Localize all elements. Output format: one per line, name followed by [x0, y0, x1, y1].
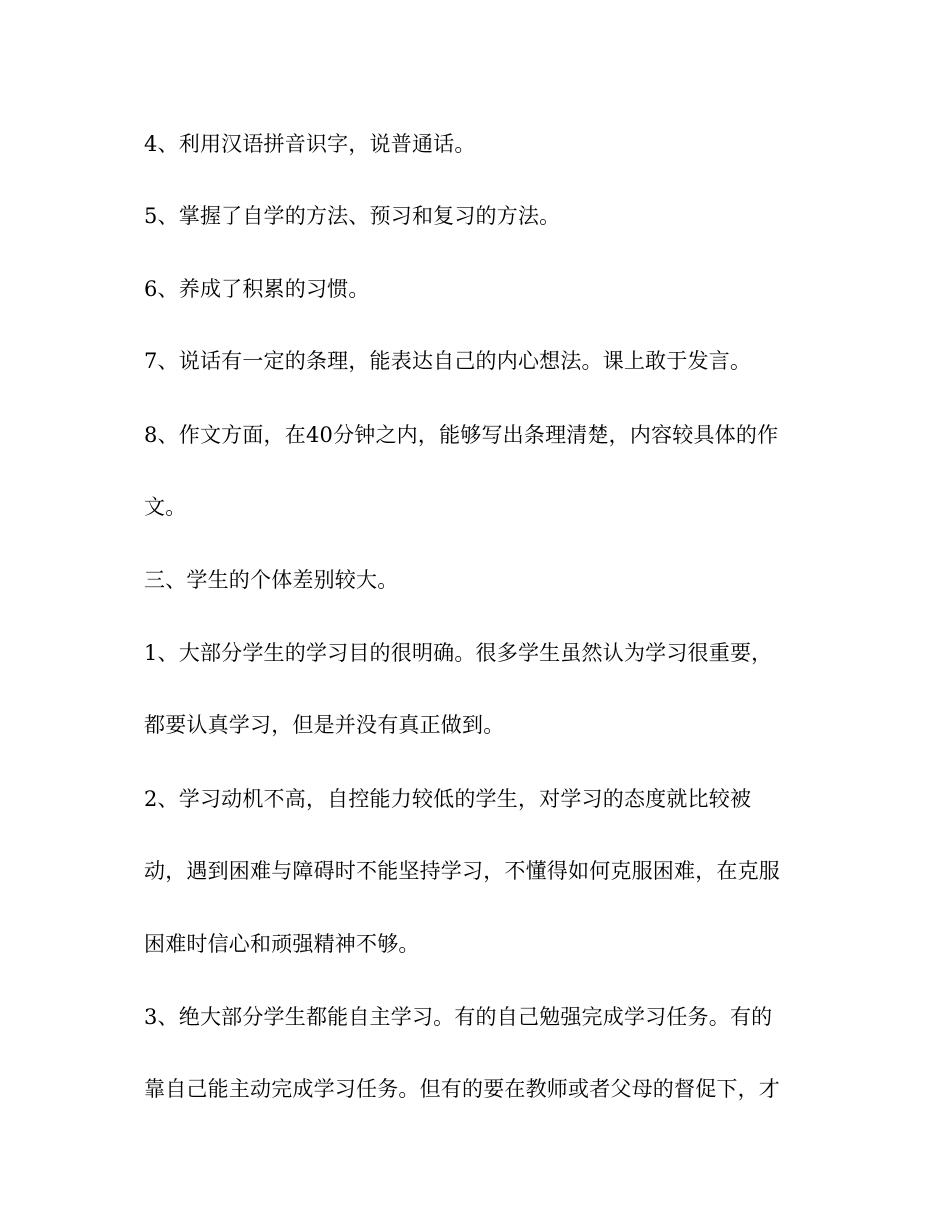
paragraph-line: 8、作文方面，在40分钟之内，能够写出条理清楚，内容较具体的作 — [144, 423, 779, 447]
paragraph-line: 文。 — [144, 495, 187, 519]
paragraph-line: 2、学习动机不高，自控能力较低的学生，对学习的态度就比较被 — [144, 787, 752, 811]
paragraph-line: 3、绝大部分学生都能自主学习。有的自己勉强完成学习任务。有的 — [144, 1005, 773, 1029]
paragraph-line: 困难时信心和顽强精神不够。 — [144, 932, 420, 956]
paragraph-line: 6、养成了积累的习惯。 — [144, 277, 370, 301]
paragraph-line: 动，遇到困难与障碍时不能坚持学习，不懂得如何克服困难，在克服 — [144, 859, 780, 883]
paragraph-line: 1、大部分学生的学习目的很明确。很多学生虽然认为学习很重要， — [144, 641, 773, 665]
section-heading: 三、学生的个体差别较大。 — [144, 568, 399, 592]
paragraph-line: 5、掌握了自学的方法、预习和复习的方法。 — [144, 204, 561, 228]
paragraph-line: 4、利用汉语拼音识字，说普通话。 — [144, 132, 476, 156]
paragraph-line: 靠自己能主动完成学习任务。但有的要在教师或者父母的督促下，才 — [144, 1077, 780, 1101]
paragraph-line: 都要认真学习，但是并没有真正做到。 — [144, 713, 505, 737]
paragraph-line: 7、说话有一定的条理，能表达自己的内心想法。课上敢于发言。 — [144, 349, 752, 373]
